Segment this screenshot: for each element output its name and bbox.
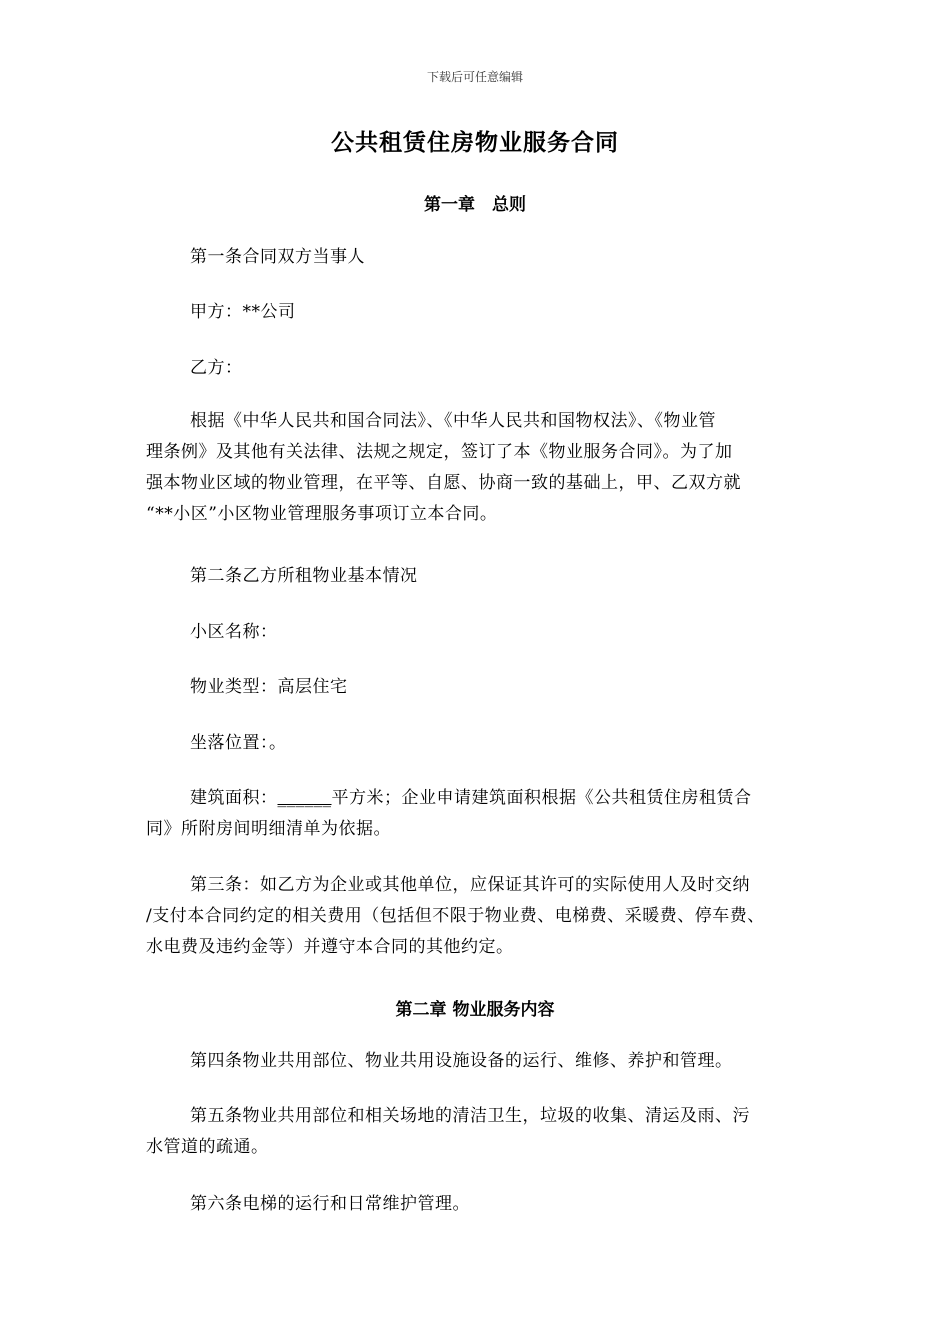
document-title: 公共租赁住房物业服务合同 [331, 129, 619, 156]
area-line-2: 同》所附房间明细清单为依据。 [146, 819, 391, 839]
area-prefix: 建筑面积： [190, 788, 278, 808]
article-3-line: 第三条：如乙方为企业或其他单位，应保证其许可的实际使用人及时交纳 [190, 875, 750, 895]
chapter-2-heading: 第二章 物业服务内容 [395, 1000, 555, 1020]
area-line [146, 783, 816, 814]
party-a: 甲方：**公司 [190, 302, 296, 322]
article-3-line: 水电费及违约金等）并遵守本合同的其他约定。 [146, 937, 514, 957]
preamble-paragraph [146, 406, 816, 530]
area-blank: ______ [277, 788, 332, 808]
area-paragraph [146, 783, 816, 845]
article-3 [146, 870, 816, 963]
article-1: 第一条合同双方当事人 [190, 247, 365, 267]
property-type: 物业类型：高层住宅 [190, 677, 348, 697]
location: 坐落位置：。 [190, 733, 287, 753]
article-4: 第四条物业共用部位、物业共用设施设备的运行、维修、养护和管理。 [190, 1051, 733, 1071]
page-header: 下载后可任意编辑 [426, 70, 523, 84]
community-name: 小区名称： [190, 622, 278, 642]
article-6: 第六条电梯的运行和日常维护管理。 [190, 1194, 470, 1214]
article-5-line: 水管道的疏通。 [146, 1137, 269, 1157]
preamble-line: 强本物业区域的物业管理，在平等、自愿、协商一致的基础上，甲、乙双方就 [146, 473, 741, 493]
article-5 [146, 1101, 816, 1163]
preamble-line: “**小区”小区物业管理服务事项订立本合同。 [146, 504, 498, 524]
preamble-line: 根据《中华人民共和国合同法》、《中华人民共和国物权法》、《物业管 [190, 411, 716, 431]
article-2: 第二条乙方所租物业基本情况 [190, 566, 418, 586]
article-5-line: 第五条物业共用部位和相关场地的清洁卫生，垃圾的收集、清运及雨、污 [190, 1106, 750, 1126]
party-b: 乙方： [190, 358, 243, 378]
article-3-line: /支付本合同约定的相关费用（包括但不限于物业费、电梯费、采暖费、停车费、 [146, 906, 765, 926]
area-suffix: 平方米；企业申请建筑面积根据《公共租赁住房租赁合 [331, 788, 752, 808]
chapter-1-heading: 第一章 总则 [424, 195, 526, 215]
preamble-line: 理条例》及其他有关法律、法规之规定，签订了本《物业服务合同》。为了加 [146, 442, 733, 462]
